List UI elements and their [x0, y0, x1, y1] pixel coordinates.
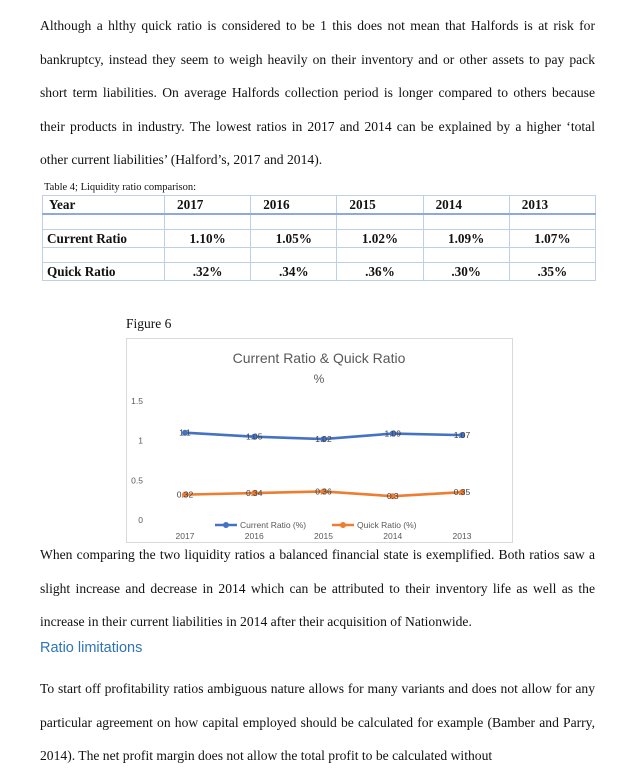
data-label: 1.07 [453, 430, 471, 441]
y-tick-label: 1.5 [131, 396, 143, 406]
table-row [43, 263, 596, 281]
x-tick-label: 2014 [383, 531, 403, 541]
legend-marker [223, 522, 229, 528]
table-header-2014: 2014 [423, 196, 509, 215]
table-cell: .35% [509, 263, 595, 281]
paragraph-limitations: To start off profitability ratios ambiguous nature allows for many variants and does not allow for any particular agreement on how capital employed should be calculated for example (Bamber and Parry, 2014). The net profit margin does not allow the total profit to be calculated without [40, 681, 595, 764]
data-label: 1.09 [384, 428, 402, 439]
chart-subtitle: % [313, 372, 325, 386]
table-cell: .30% [423, 263, 509, 281]
data-label: 0.32 [176, 489, 194, 500]
table-cell: 1.10% [165, 230, 251, 248]
x-tick-label: 2016 [244, 531, 264, 541]
table-cell: 1.05% [251, 230, 337, 248]
table-header-2013: 2013 [509, 196, 595, 215]
y-tick-label: 0.5 [131, 475, 143, 486]
y-tick-label: 0 [138, 515, 143, 525]
data-label: 1.05 [245, 431, 263, 442]
table-cell: .34% [251, 263, 337, 281]
row-label-current-ratio: Current Ratio [43, 230, 165, 248]
legend-label: Current Ratio (%) [240, 520, 307, 530]
x-tick-label: 2013 [452, 531, 472, 541]
paragraph-liquidity-intro: Although a hlthy quick ratio is considered to be 1 this does not mean that Halfords is at risk for bankruptcy, instead they seem to weigh heavily on their inventory and or other assets to pay pack short term liabilities. On average Halfords collection period is longer compared to others because their products in industry. The lowest ratios in 2017 and 2014 can be explained by a higher ‘total other current liabilities’ (Halford’s, 2017 and 2014). [40, 18, 595, 168]
data-label: 0.3 [386, 491, 399, 502]
table-spacer-row [43, 214, 596, 230]
table-header-2017: 2017 [165, 196, 251, 215]
data-label: 0.36 [315, 486, 332, 497]
table-row [43, 230, 596, 248]
figure-label: Figure 6 [126, 316, 172, 331]
data-label: 0.35 [453, 487, 471, 498]
chart-title: Current Ratio & Quick Ratio [232, 350, 406, 366]
table-spacer-row [43, 248, 596, 263]
legend-label: Quick Ratio (%) [357, 520, 417, 530]
y-tick-label: 1 [138, 435, 143, 446]
table-cell: 1.07% [509, 230, 595, 248]
table-cell: 1.09% [423, 230, 509, 248]
table-caption: Table 4; Liquidity ratio comparison: [44, 182, 197, 193]
x-tick-label: 2015 [314, 531, 333, 541]
row-label-quick-ratio: Quick Ratio [43, 263, 165, 281]
legend-marker [340, 522, 346, 528]
data-label: 0.34 [245, 488, 263, 499]
table-header-2015: 2015 [337, 196, 423, 215]
chart-svg [127, 339, 512, 542]
liquidity-ratio-table [42, 195, 596, 281]
x-tick-label: 2017 [175, 531, 195, 541]
section-heading-ratio-limitations: Ratio limitations [40, 640, 143, 656]
table-header-2016: 2016 [251, 196, 337, 215]
table-cell: 1.02% [337, 230, 423, 248]
table-cell: .32% [165, 263, 251, 281]
data-label: 1.1 [179, 427, 191, 438]
table-header-year: Year [43, 196, 165, 215]
ratio-line-chart [126, 338, 513, 543]
table-cell: .36% [337, 263, 423, 281]
data-label: 1.02 [315, 434, 332, 445]
paragraph-comparison: When comparing the two liquidity ratios a balanced financial state is exemplified. Both ratios saw a slight increase and decrease in 2014 which can be attributed to their inventory life as well as the increase in their current liabilities in 2014 after their acquisition of Nationwide. [40, 547, 595, 630]
